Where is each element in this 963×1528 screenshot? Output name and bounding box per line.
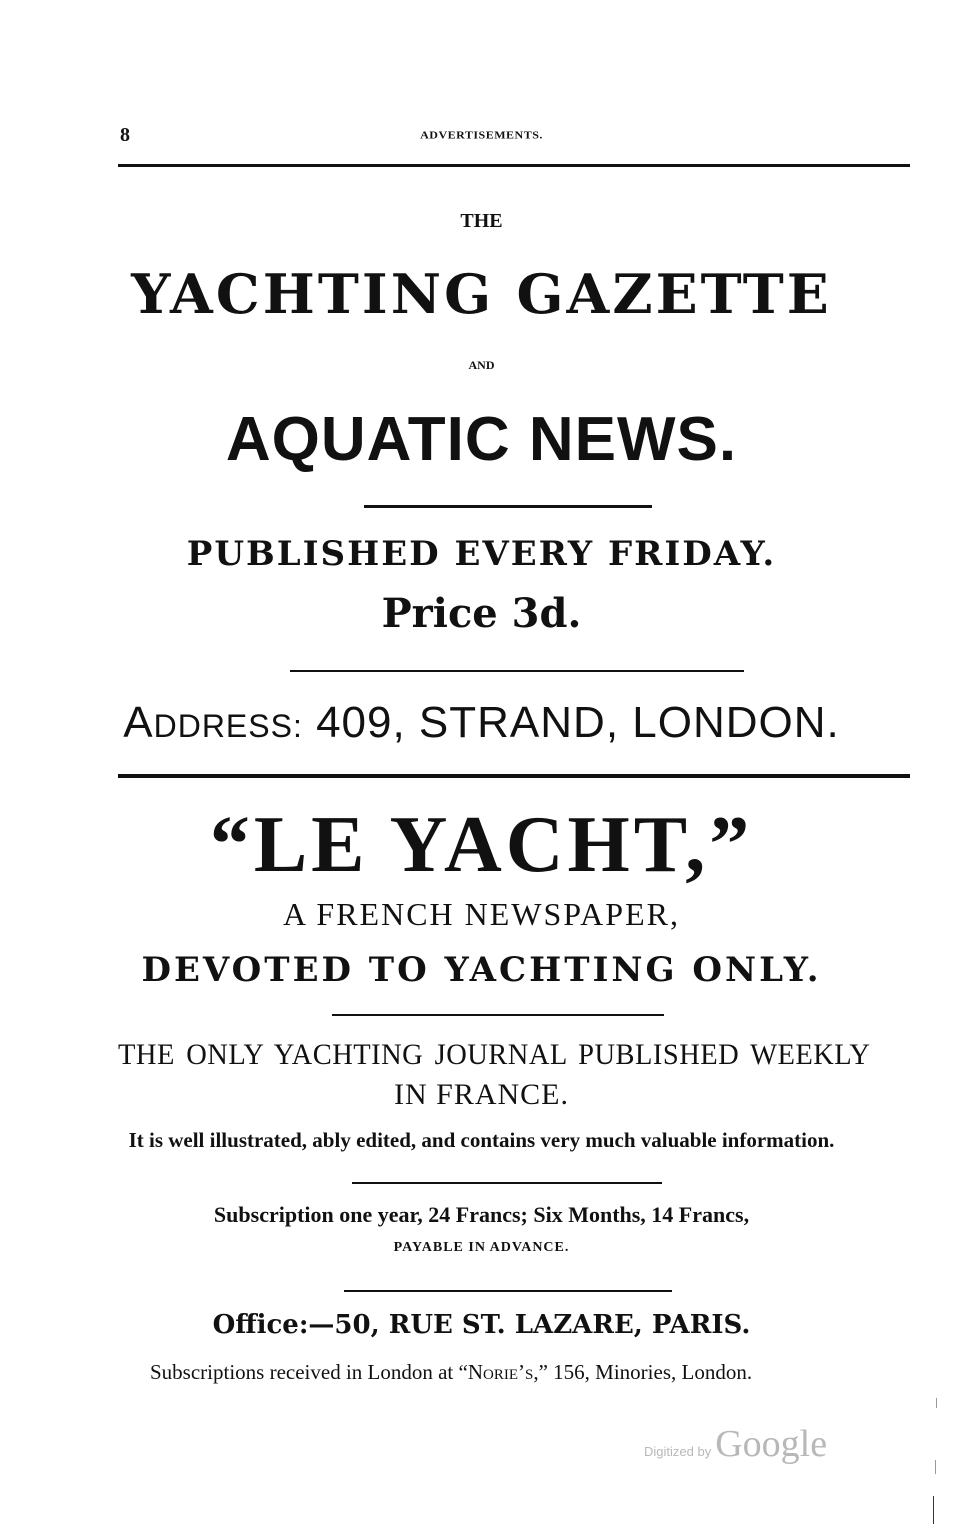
scan-edge-mark bbox=[936, 1398, 937, 1408]
scan-edge-mark bbox=[935, 1460, 936, 1474]
running-head: ADVERTISEMENTS. bbox=[420, 128, 543, 142]
ad2-line4: IN FRANCE. bbox=[393, 1078, 569, 1111]
received-name: Norie’s bbox=[467, 1360, 534, 1384]
google-logo: Google bbox=[715, 1423, 828, 1465]
address-colon: : bbox=[292, 708, 303, 744]
ad2-title: “LE YACHT,” bbox=[209, 801, 754, 889]
ad1-rule-1 bbox=[364, 505, 652, 508]
ad2-line2: DEVOTED TO YACHTING ONLY. bbox=[141, 950, 822, 990]
address-label-rest: DDRESS bbox=[153, 708, 293, 744]
ad1-subtitle: AQUATIC NEWS. bbox=[225, 405, 738, 474]
ad1-schedule: PUBLISHED EVERY FRIDAY. bbox=[186, 534, 777, 574]
ad2-office: Office:—50, RUE ST. LAZARE, PARIS. bbox=[212, 1310, 751, 1340]
ad2-line3: THE ONLY YACHTING JOURNAL PUBLISHED WEEKLY bbox=[118, 1038, 871, 1071]
ad1-rule-2 bbox=[290, 670, 744, 672]
digitized-watermark bbox=[644, 1422, 827, 1466]
ad2-description: It is well illustrated, ably edited, and contains very much valuable information. bbox=[128, 1128, 835, 1152]
ad2-line1: A FRENCH NEWSPAPER, bbox=[283, 896, 680, 932]
section-divider bbox=[118, 774, 910, 778]
ad1-title: YACHTING GAZETTE bbox=[131, 262, 832, 326]
watermark-prefix: Digitized by bbox=[644, 1444, 712, 1459]
received-post: ,” 156, Minories, London. bbox=[533, 1360, 753, 1384]
page-number: 8 bbox=[120, 124, 130, 146]
ad2-subscription: Subscription one year, 24 Francs; Six Months, 14 Francs, bbox=[213, 1202, 750, 1227]
ad2-rule-3 bbox=[344, 1290, 672, 1292]
ad1-and: AND bbox=[468, 358, 495, 372]
ad1-price: Price 3d. bbox=[381, 590, 582, 637]
address-label-initial: A bbox=[123, 698, 154, 747]
address-value: 409, STRAND, LONDON. bbox=[302, 698, 840, 747]
scan-edge-mark bbox=[933, 1496, 934, 1524]
ad2-payable: PAYABLE IN ADVANCE. bbox=[393, 1240, 570, 1255]
ad2-rule-1 bbox=[332, 1014, 664, 1016]
ad1-address bbox=[0, 698, 963, 748]
ad2-rule-2 bbox=[352, 1182, 662, 1184]
ad1-the: THE bbox=[460, 210, 503, 232]
header-rule bbox=[118, 164, 910, 167]
ad2-received bbox=[150, 1360, 752, 1385]
received-pre: Subscriptions received in London at “ bbox=[150, 1360, 468, 1384]
